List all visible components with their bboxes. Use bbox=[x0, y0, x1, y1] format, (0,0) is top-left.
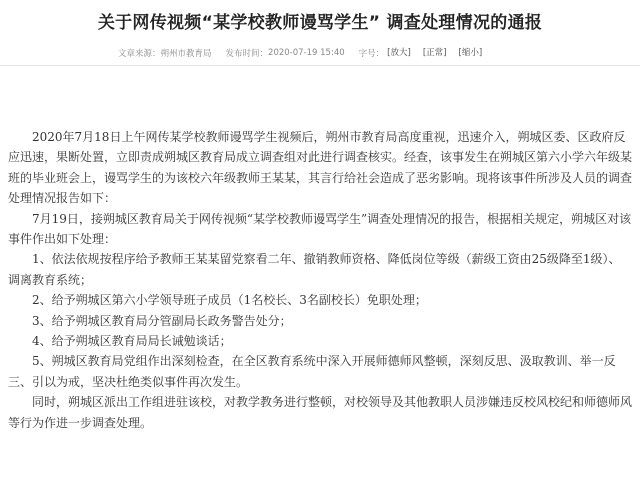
zoom-out-label: 缩小 bbox=[461, 47, 479, 58]
zoom-in-button[interactable]: [放大] bbox=[387, 47, 411, 58]
normal-size-button[interactable]: [正常] bbox=[422, 47, 447, 58]
normal-size-label: 正常 bbox=[426, 47, 444, 58]
source-label: 文章来源： bbox=[118, 49, 161, 59]
date-label: 发布时间： bbox=[225, 49, 269, 59]
paragraph: 5、朔城区教育局党组作出深刻检查，在全区教育系统中深入开展师德师风整顿，深刻反思、汲取教训、举一反三、引以为戒，坚决杜绝类似事件再次发生。 bbox=[8, 354, 616, 389]
paragraph: 4、给予朔城区教育局局长诫勉谈话； bbox=[32, 334, 232, 349]
source-value: 朔州市教育局 bbox=[160, 49, 212, 59]
article-title: 关于网传视频“某学校教师谩骂学生” 调查处理情况的通报 bbox=[97, 13, 543, 33]
paragraph: 3、给予朔城区教育局分管副局长政务警告处分； bbox=[32, 313, 292, 328]
header-divider bbox=[0, 65, 640, 66]
paragraph: 7月19日，接朔城区教育局关于网传视频“某学校教师谩骂学生”调查处理情况的报告，根据相关规定，朔城区对该事件作出如下处理： bbox=[8, 211, 632, 247]
paragraph: 2、给予朔城区第六小学领导班子成员（1名校长、3名副校长）免职处理； bbox=[32, 293, 427, 308]
article-body bbox=[8, 127, 632, 433]
paragraph: 2020年7月18日上午网传某学校教师谩骂学生视频后，朔州市教育局高度重视，迅速介入，朔城区委、区政府反应迅速，果断处置，立即责成朔城区教育局成立调查组对此进行调查核实。经查，该事发生在朔城区第六小学六年级某班的毕业班会上，谩骂学生的为该校六年级教师王某某，其言行给社会造成了恶劣影响。现将该事件所涉及人员的调查处理情况报告如下： bbox=[8, 130, 633, 206]
zoom-out-button[interactable]: [缩小] bbox=[458, 47, 483, 58]
paragraph: 1、依法依规按程序给予教师王某某留党察看二年、撤销教师资格、降低岗位等级（薪级工资由25级降至1级）、调离教育系统； bbox=[8, 252, 621, 287]
paragraph: 同时，朔城区派出工作组进驻该校，对教学教务进行整顿，对校领导及其他教职人员涉嫌违反校风校纪和师德师风等行为作进一步调查处理。 bbox=[8, 395, 633, 430]
zoom-in-label: 放大 bbox=[390, 47, 408, 58]
article-meta bbox=[118, 45, 485, 61]
fontsize-label: 字号： bbox=[358, 49, 385, 59]
date-value: 2020-07-19 15:40 bbox=[268, 48, 345, 58]
